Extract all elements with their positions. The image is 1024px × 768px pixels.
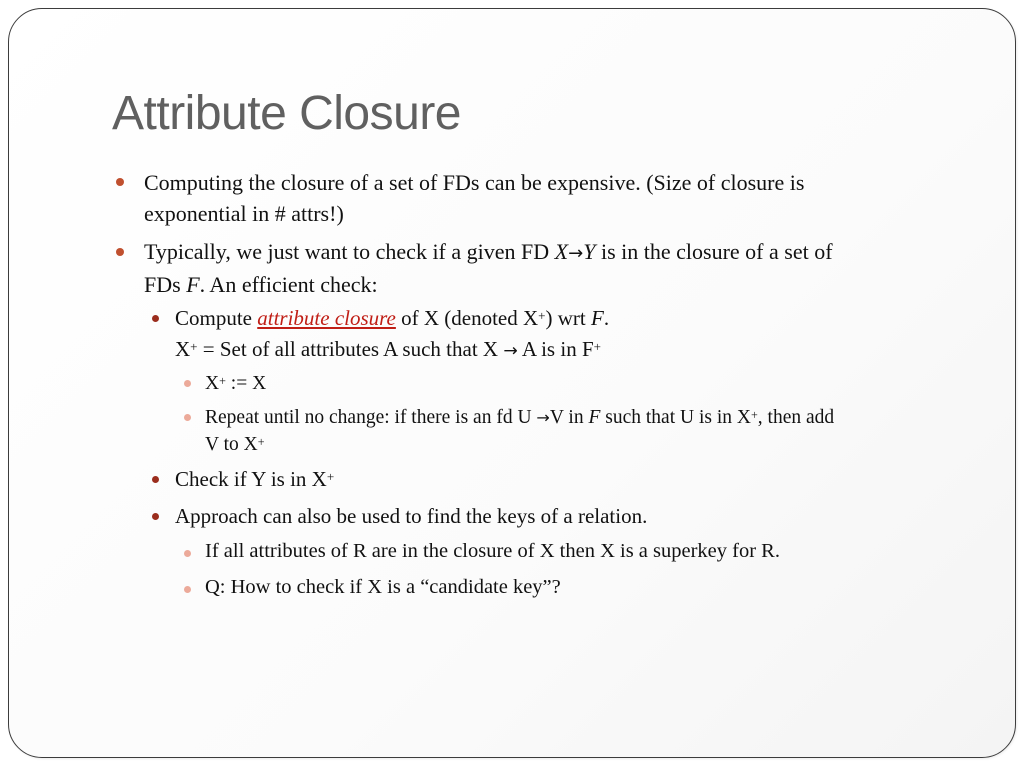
bullet-text: Compute attribute closure of X (denoted X+) wrt F. X+ = Set of all attributes A such that X → A is in F+ xyxy=(175,306,610,361)
bullet-icon xyxy=(184,586,191,593)
bullet-text: Typically, we just want to check if a given FD X→Y is in the closure of a set of FDs F. An efficient check: xyxy=(144,239,833,297)
bullet-icon xyxy=(152,315,159,322)
arrow-icon: → xyxy=(503,341,518,361)
bullet-text: Repeat until no change: if there is an fd U →V in F such that U is in X+, then add V to X+ xyxy=(205,407,835,455)
bullet-text: Approach can also be used to find the keys of a relation. xyxy=(175,504,648,528)
bullet-icon xyxy=(184,414,191,421)
arrow-icon: → xyxy=(536,408,550,427)
bullet-text: X+ := X xyxy=(205,373,267,394)
bullet-icon xyxy=(116,248,124,256)
bullet-text: Q: How to check if X is a “candidate key”? xyxy=(205,576,561,598)
bullet-text: If all attributes of R are in the closure of X then X is a superkey for R. xyxy=(205,540,780,562)
bullet-icon xyxy=(152,476,159,483)
bullet-icon xyxy=(152,513,159,520)
bullet-text: Check if Y is in X+ xyxy=(175,467,335,491)
bullet-text: Computing the closure of a set of FDs can be expensive. (Size of closure is exponential in # attrs!) xyxy=(144,170,805,226)
bullet-icon xyxy=(184,550,191,557)
slide-title: Attribute Closure xyxy=(112,87,461,140)
attribute-closure-link[interactable]: attribute closure xyxy=(257,306,396,330)
bullet-icon xyxy=(184,380,191,387)
bullet-icon xyxy=(116,178,124,186)
arrow-icon: → xyxy=(568,243,584,264)
